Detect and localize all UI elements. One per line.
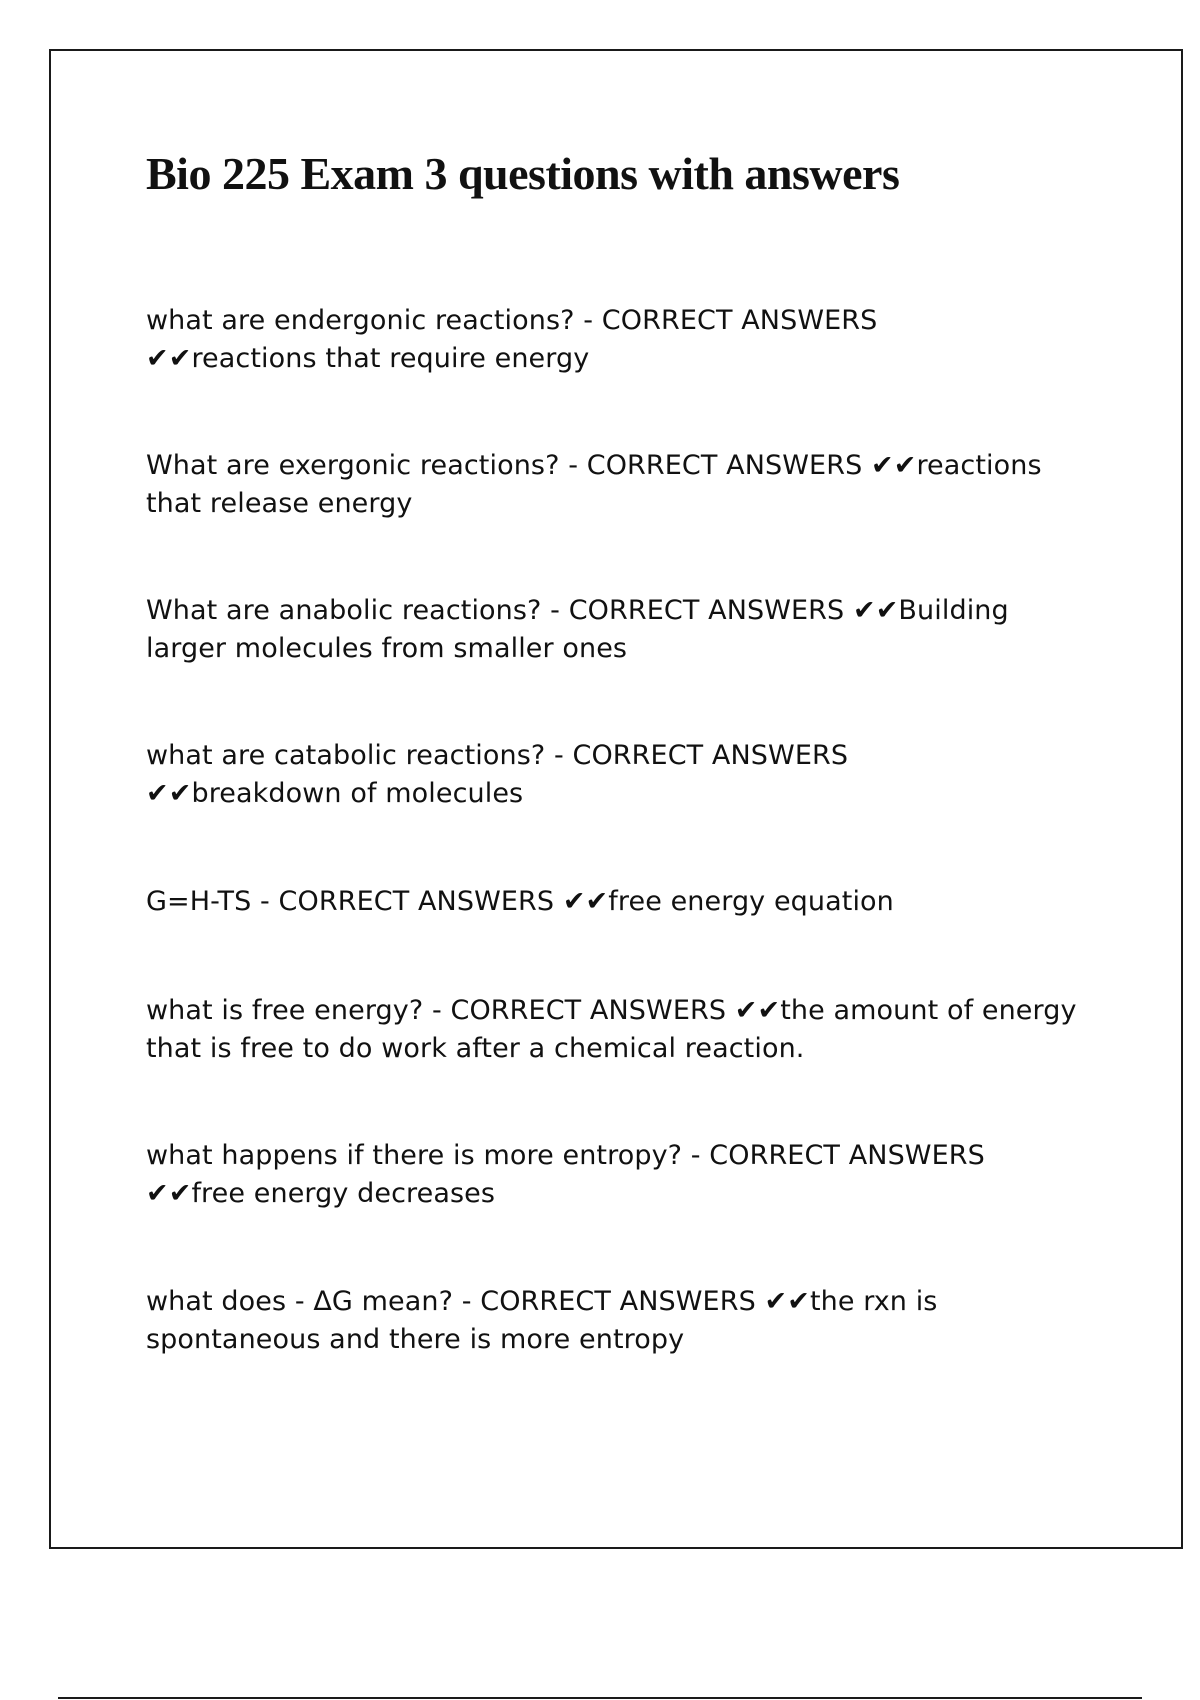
answer-text: the rxn is spontaneous and there is more entropy	[146, 1286, 947, 1355]
check-marks: ✔✔	[146, 1178, 192, 1209]
question-text: what are catabolic reactions?	[146, 740, 546, 771]
answer-text: reactions that release energy	[146, 450, 1051, 519]
question-text: what are endergonic reactions?	[146, 305, 575, 336]
answer-text: breakdown of molecules	[191, 778, 524, 809]
answer-text: the amount of energy that is free to do work after a chemical reaction.	[146, 995, 1086, 1064]
answer-text: free energy equation	[608, 886, 894, 917]
qa-item-delta-g	[146, 1283, 1096, 1359]
answer-separator: - CORRECT ANSWERS	[423, 995, 735, 1026]
document-title: Bio 225 Exam 3 questions with answers	[146, 148, 900, 199]
check-marks: ✔✔	[146, 778, 192, 809]
answer-text: Building larger molecules from smaller ones	[146, 595, 1018, 664]
question-text: What are exergonic reactions?	[146, 450, 560, 481]
footer-divider	[58, 1697, 1142, 1699]
qa-item-entropy	[146, 1137, 1096, 1213]
check-marks: ✔✔	[562, 886, 609, 917]
answer-separator: - CORRECT ANSWERS	[559, 450, 871, 481]
qa-item-exergonic	[146, 447, 1096, 523]
question-text: What are anabolic reactions?	[146, 595, 542, 626]
check-marks: ✔✔	[852, 595, 899, 626]
answer-separator: - CORRECT ANSWERS	[453, 1286, 765, 1317]
check-marks: ✔✔	[146, 343, 192, 374]
answer-text: reactions that require energy	[191, 343, 590, 374]
answer-separator: - CORRECT ANSWERS	[574, 305, 887, 336]
answer-text: free energy decreases	[191, 1178, 496, 1209]
check-marks: ✔✔	[764, 1286, 810, 1317]
qa-item-anabolic	[146, 592, 1096, 668]
question-text: what does - ΔG mean?	[146, 1286, 454, 1317]
qa-item-free-energy-equation	[146, 883, 1096, 921]
check-marks: ✔✔	[871, 450, 917, 481]
qa-item-free-energy	[146, 992, 1096, 1068]
question-text: G=H-TS	[146, 886, 252, 917]
question-text: what is free energy?	[146, 995, 424, 1026]
answer-separator: - CORRECT ANSWERS	[682, 1140, 994, 1171]
qa-item-catabolic	[146, 737, 1096, 813]
answer-separator: - CORRECT ANSWERS	[545, 740, 857, 771]
answer-separator: - CORRECT ANSWERS	[541, 595, 853, 626]
question-text: what happens if there is more entropy?	[146, 1140, 683, 1171]
answer-separator: - CORRECT ANSWERS	[251, 886, 563, 917]
check-marks: ✔✔	[734, 995, 781, 1026]
qa-item-endergonic	[146, 302, 1096, 378]
